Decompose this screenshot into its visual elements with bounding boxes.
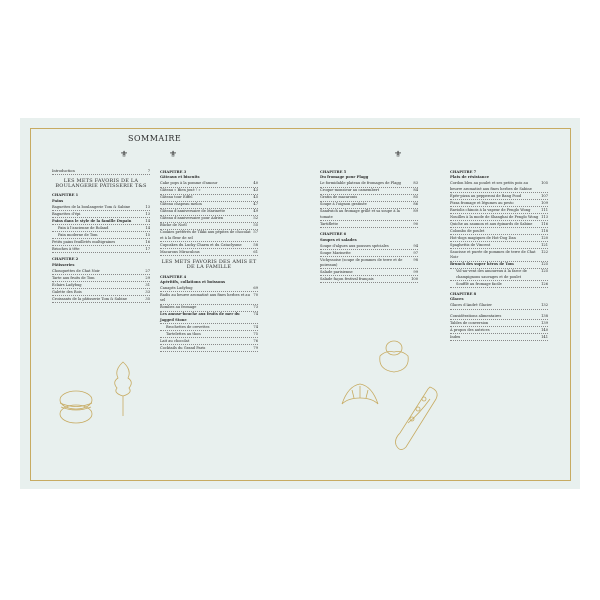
toc-entry[interactable] (160, 250, 258, 256)
toc-entry-label: Macarons Miraculous (160, 249, 200, 254)
toc-page-number: 125 (541, 269, 548, 274)
toc-entry[interactable] (320, 188, 418, 194)
chapter-title: Plats de résistance (450, 175, 490, 180)
toc-page-number: 140 (541, 328, 548, 333)
toc-page-number: 74 (253, 312, 258, 317)
toc-entry[interactable] (160, 230, 258, 242)
toc-entry-label: Éclairs Ladybug (52, 282, 82, 287)
toc-entry[interactable] (450, 262, 548, 268)
chapter-title: Pains (52, 198, 64, 203)
toc-entry[interactable] (160, 286, 258, 292)
toc-entry-label: Soupe d'algues aux pousses spéciales (320, 243, 389, 248)
toc-column-1 (52, 168, 150, 304)
toc-entry[interactable] (450, 215, 548, 221)
fleur-de-lis-icon: ⚜ (169, 150, 179, 160)
toc-entry[interactable] (160, 346, 258, 352)
toc-entry-label: Baguettes d'épi (52, 211, 81, 216)
toc-page-number: 58 (253, 242, 258, 247)
toc-entry-label: Brunch des super héros de Tom (450, 262, 514, 267)
toc-page-number: 113 (541, 214, 548, 219)
toc-entry-label: Pizza fromage et légumes au pesto (450, 200, 514, 205)
toc-page-number: 120 (541, 235, 548, 240)
book-spread (20, 118, 580, 489)
toc-page-number: 27 (145, 268, 150, 273)
toc-entry[interactable] (450, 236, 548, 242)
toc-page-number: 126 (541, 281, 548, 286)
toc-entry-label: Cupcakes du Lucky Charm et du Cataclysme (160, 242, 242, 247)
toc-entry[interactable] (52, 269, 150, 275)
toc-entry-label: Petits pains feuilletés multigraines (52, 239, 116, 244)
toc-page-number: 35 (145, 296, 150, 301)
toc-entry-label: Radis au beurre aromatisé aux fines herbes et au sel (160, 293, 250, 303)
toc-entry-label: Pain à l'ancienne de Roland (58, 225, 109, 230)
spacer (450, 310, 548, 313)
toc-column-2 (160, 166, 258, 353)
toc-entry[interactable] (160, 243, 258, 249)
toc-entry[interactable] (52, 247, 150, 253)
toc-page-number: 100 (411, 277, 418, 282)
toc-entry[interactable] (320, 251, 418, 257)
toc-page-number: 76 (253, 338, 258, 343)
toc-entry-label: Salade façon festival français (320, 277, 374, 282)
toc-page-number: 43 (253, 188, 258, 193)
toc-page-number: 15 (145, 232, 150, 237)
toc-entry[interactable] (160, 195, 258, 201)
toc-page-number: 79 (253, 345, 258, 350)
toc-entry-label: Brioches à tête (52, 246, 80, 251)
cake-pop-illustration (108, 358, 138, 418)
toc-page-number: 132 (541, 303, 548, 308)
toc-entry[interactable] (160, 332, 258, 338)
toc-page-number: 86 (413, 202, 418, 207)
toc-entry[interactable] (52, 240, 150, 246)
toc-page-number: 55 (253, 223, 258, 228)
section-banner: LES METS FAVORIS DES AMIS ET DE LA FAMILLE (161, 259, 257, 271)
macaron-illustration (56, 386, 96, 426)
toc-page-number: 97 (413, 250, 418, 255)
toc-entry-label: À propos des autrices (450, 328, 490, 333)
toc-page-number: 49 (253, 209, 258, 214)
toc-entry[interactable] (450, 222, 548, 228)
toc-entry[interactable] (450, 335, 548, 341)
toc-entry-label: Lait au chocolat (160, 338, 190, 343)
toc-entry[interactable] (160, 339, 258, 345)
toc-entry-label: Bûche de Noël (160, 223, 187, 228)
toc-page-number: 90 (413, 221, 418, 226)
toc-page-number: 107 (541, 193, 548, 198)
toc-entry-label: Baguettes de la boulangerie Tom & Sabine (52, 204, 131, 209)
toc-page-number: 33 (145, 289, 150, 294)
toc-page-number: 141 (541, 335, 548, 340)
toc-entry[interactable] (52, 283, 150, 289)
section-banner: LES METS FAVORIS DE LA BOULANGERIE PÂTISSERIE T&S (55, 178, 147, 190)
toc-entry[interactable] (450, 282, 548, 288)
toc-entry-label: Gâteau « Bien joué ! » (160, 188, 201, 193)
toc-page-number: 14 (145, 225, 150, 230)
toc-entry[interactable] (450, 243, 548, 249)
toc-entry-label: Saucisse et purée de pommes de terre de Chat Noir (450, 249, 536, 260)
toc-entry-label: Glaces d'André Glacier (450, 303, 492, 308)
toc-page-number: 29 (145, 275, 150, 280)
toc-entry-label: Soupe à l'oignon gratinée (320, 202, 367, 207)
toc-entry-label: Brochettes de crevettes (166, 324, 210, 329)
toc-entry[interactable] (320, 202, 418, 208)
toc-entry-label: Galette des Rois (52, 289, 82, 294)
toc-entry-label: Cordon bleu au poulet et ses petits pois au beurre aromatisé aux fines herbes de Sabine (450, 181, 532, 191)
chapter-heading: CHAPITRE 5 (320, 170, 347, 174)
toc-entry-label: Croissants de la pâtisserie Tom & Sabine (52, 296, 128, 301)
croissant-illustration (338, 380, 382, 414)
toc-entry-label: Chouquettes de Chat Noir (52, 268, 100, 273)
toc-entry-label: Nouilles à la mode de Shanghai de Fenglo Wong (450, 214, 539, 219)
chapter-title: Pâtisseries (52, 262, 75, 267)
toc-entry-label: Sandwich au fromage grillé et sa soupe à la tomate (320, 209, 400, 219)
toc-page-number: 138 (541, 314, 548, 319)
chapter-heading: CHAPITRE 6 (320, 232, 347, 237)
toc-entry-label: Introduction (52, 168, 75, 173)
toc-entry[interactable] (52, 233, 150, 239)
toc-entry[interactable] (160, 312, 258, 324)
toc-page-number: 105 (541, 181, 548, 186)
eclair-illustration (390, 383, 446, 453)
toc-entry-label: Spaghettis de Vincent (450, 242, 491, 247)
toc-entry-label: Le formidable plateau de fromages de Plagg (320, 181, 401, 186)
toc-entry[interactable] (52, 169, 150, 175)
toc-entry[interactable] (160, 223, 258, 229)
toc-page-number: 109 (541, 200, 548, 205)
toc-entry-label: Soupe Marinette (320, 250, 351, 255)
toc-column-4 (450, 166, 548, 342)
toc-page-number: 17 (145, 246, 150, 251)
toc-entry-label: Vol-au-vent des amoureux à la farce de champignons sauvages et de poulet (456, 269, 527, 279)
toc-entry-label: Croque-monsieur au camembert (320, 188, 380, 193)
page-title: SOMMAIRE (128, 134, 182, 143)
toc-entry[interactable] (450, 250, 548, 262)
toc-page-number: 116 (541, 221, 548, 226)
chapter-heading: CHAPITRE 3 (160, 170, 187, 174)
toc-entry-label: Gâteau tour Eiffel (160, 195, 193, 200)
toc-entry[interactable] (52, 205, 150, 211)
toc-entry[interactable] (450, 208, 548, 214)
toc-entry-label: Gâteau chapeau melon (160, 202, 202, 207)
toc-entry[interactable] (450, 269, 548, 281)
toc-entry[interactable] (160, 293, 258, 305)
toc-entry-label: Considérations alimentaires (450, 314, 502, 319)
toc-page-number: 121 (541, 242, 548, 247)
toc-entry[interactable] (52, 297, 150, 303)
chapter-title: Apéritifs, collations et boissons (160, 280, 226, 285)
toc-page-number: 111 (541, 207, 548, 212)
chapter-title: Du fromage pour Plagg (320, 175, 369, 180)
toc-page-number: 84 (413, 188, 418, 193)
chapter-title: Soupes et salades (320, 237, 357, 242)
toc-page-number: 31 (145, 282, 150, 287)
toc-entry[interactable] (450, 314, 548, 320)
toc-entry[interactable] (450, 201, 548, 207)
toc-page-number: 57 (253, 230, 258, 235)
fleur-de-lis-icon: ⚜ (394, 150, 404, 160)
toc-page-number: 94 (413, 243, 418, 248)
toc-entry[interactable] (52, 290, 150, 296)
toc-entry[interactable] (320, 195, 418, 201)
toc-page-number: 70 (253, 293, 258, 298)
toc-entry-label: Épée-pizza au pepperoni de Bang Pood (450, 193, 522, 198)
toc-entry[interactable] (450, 194, 548, 200)
toc-page-number: 73 (253, 305, 258, 310)
toc-page-number: 99 (413, 270, 418, 275)
toc-page-number: 74 (253, 324, 258, 329)
toc-entry[interactable] (320, 222, 418, 228)
toc-entry-label: Gâteau d'anniversaire pour Adrien (160, 216, 224, 221)
toc-entry[interactable] (160, 216, 258, 222)
toc-entry[interactable] (320, 209, 418, 221)
toc-page-number: 47 (253, 202, 258, 207)
toc-page-number: 75 (253, 331, 258, 336)
toc-entry-label: Canapés Ladybug (160, 286, 193, 291)
toc-entry-label: Raviolis chinois à la vapeur de Fenglo Wong (450, 207, 531, 212)
toc-entry-label: Gâteau d'anniversaire de Marinette (160, 209, 226, 214)
chapter-heading: CHAPITRE 7 (450, 170, 477, 174)
toc-entry[interactable] (52, 219, 150, 225)
toc-page-number: 89 (413, 209, 418, 214)
toc-page-number: 52 (253, 216, 258, 221)
toc-page-number: 118 (541, 228, 548, 233)
toc-entry-label: Les amuse-bouche aux fruits de mer du Jagged Stone (160, 312, 240, 322)
toc-entry-label: Bombes au fromage (160, 305, 197, 310)
bun-illustration (372, 336, 416, 376)
toc-entry[interactable] (450, 303, 548, 309)
toc-entry[interactable] (160, 202, 258, 208)
toc-page-number: 14 (145, 218, 150, 223)
toc-entry-label: Hot-dogs magiques de Hot-Dog Dan (450, 235, 516, 240)
toc-page-number: 98 (413, 257, 418, 262)
toc-entry[interactable] (320, 277, 418, 283)
toc-entry-label: Salade parisienne (320, 270, 353, 275)
toc-entry-label: Pains dans le style de la famille Dupain (52, 218, 132, 223)
toc-page-number: 16 (145, 239, 150, 244)
toc-entry[interactable] (320, 244, 418, 250)
toc-entry[interactable] (160, 305, 258, 311)
toc-entry-label: Pain moderne de Tom (58, 232, 98, 237)
chapter-heading: CHAPITRE 8 (450, 292, 477, 297)
toc-entry-label: Gratin de macaronis (320, 195, 358, 200)
toc-entry[interactable] (320, 258, 418, 270)
chapter-title: Gâteaux et biscuits (160, 175, 200, 180)
toc-column-3 (320, 166, 418, 284)
toc-entry-label: Cake pops à la pomme d'amour (160, 181, 218, 186)
toc-page-number: 85 (413, 195, 418, 200)
toc-entry-label: Cookies préférés de Tikki aux pépites de chocolat et à la fleur de sel (160, 230, 251, 240)
toc-page-number: 61 (253, 249, 258, 254)
toc-entry[interactable] (52, 212, 150, 218)
toc-entry-label: Cocktails du Grand Paris (160, 345, 206, 350)
toc-page-number: 139 (541, 321, 548, 326)
toc-entry-label: Index (450, 335, 461, 340)
toc-entry-label: Tables de conversion (450, 321, 489, 326)
toc-entry-label: Soufflé au fromage facile (456, 281, 502, 286)
toc-entry[interactable] (450, 328, 548, 334)
toc-entry[interactable] (450, 229, 548, 235)
fleur-de-lis-icon: ⚜ (120, 150, 130, 160)
toc-entry[interactable] (52, 276, 150, 282)
toc-entry[interactable] (320, 181, 418, 187)
toc-page-number: 122 (541, 249, 548, 254)
toc-entry[interactable] (52, 226, 150, 232)
toc-entry-label: Tarte aux fruits de Tom (52, 275, 95, 280)
toc-page-number: 45 (253, 195, 258, 200)
toc-page-number: 83 (413, 181, 418, 186)
chapter-heading: CHAPITRE 2 (52, 257, 79, 262)
toc-entry[interactable] (160, 181, 258, 187)
toc-entry-label: Colombo de poulet (450, 228, 485, 233)
toc-entry[interactable] (160, 325, 258, 331)
toc-entry[interactable] (450, 181, 548, 193)
toc-entry-label: Tartelettes au thon (166, 331, 201, 336)
toc-entry-label: Tartiflette (320, 221, 339, 226)
chapter-heading: CHAPITRE 4 (160, 274, 187, 279)
toc-entry[interactable] (160, 188, 258, 194)
toc-entry-label: Quiche au saumon et aux épinards de Sabine (450, 221, 533, 226)
toc-page-number: 40 (253, 181, 258, 186)
toc-page-number: 7 (147, 168, 150, 173)
chapter-heading: CHAPITRE 1 (52, 193, 79, 198)
toc-page-number: 13 (145, 204, 150, 209)
toc-entry[interactable] (320, 270, 418, 276)
toc-entry[interactable] (160, 209, 258, 215)
toc-page-number: 13 (145, 211, 150, 216)
toc-entry[interactable] (450, 321, 548, 327)
toc-page-number: 69 (253, 286, 258, 291)
chapter-title: Glaces (450, 297, 464, 302)
toc-page-number: 125 (541, 262, 548, 267)
toc-entry-label: Vichyssoise (soupe de pommes de terre et de poireaux) (320, 257, 403, 268)
